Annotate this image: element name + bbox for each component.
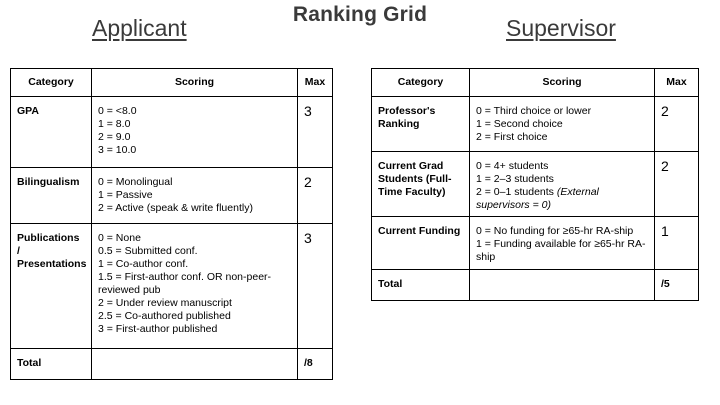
supervisor-table [371, 68, 699, 301]
column-header-scoring: Scoring [92, 69, 298, 97]
scoring-line: 1.5 = First-author conf. OR non-peer-reviewed pub [98, 271, 272, 296]
max-cell: 2 [298, 168, 333, 224]
scoring-line: 0 = 4+ students [476, 160, 549, 172]
max-cell: 3 [298, 97, 333, 168]
total-scoring-cell [470, 270, 655, 301]
page-title: Ranking Grid [292, 3, 428, 26]
table-row [372, 97, 699, 152]
total-scoring-cell [92, 349, 298, 380]
table-row [11, 97, 333, 168]
scoring-cell [92, 168, 298, 224]
max-cell: 2 [655, 152, 699, 217]
scoring-line: 3 = 10.0 [98, 144, 137, 156]
scoring-line: 1 = 2–3 students [476, 173, 554, 185]
table-row [372, 152, 699, 217]
applicant-heading: Applicant [92, 15, 187, 41]
total-max: /5 [655, 270, 699, 301]
max-cell: 2 [655, 97, 699, 152]
column-header-category: Category [11, 69, 92, 97]
category-cell: Professor's Ranking [372, 97, 470, 152]
table-header-row [372, 69, 699, 97]
category-cell: Current Grad Students (Full-Time Faculty) [372, 152, 470, 217]
column-header-max: Max [655, 69, 699, 97]
table-row [372, 217, 699, 270]
column-header-max: Max [298, 69, 333, 97]
scoring-line: 2 = 9.0 [98, 131, 131, 143]
total-row [372, 270, 699, 301]
category-cell: Bilingualism [11, 168, 92, 224]
total-max: /8 [298, 349, 333, 380]
scoring-line: 1 = Co-author conf. [98, 258, 189, 270]
max-cell: 3 [298, 224, 333, 349]
scoring-line: 2 = Under review manuscript [98, 297, 232, 309]
total-label: Total [11, 349, 92, 380]
scoring-line: 0.5 = Submitted conf. [98, 245, 198, 257]
category-cell: GPA [11, 97, 92, 168]
column-header-category: Category [372, 69, 470, 97]
scoring-line: 3 = First-author published [98, 323, 218, 335]
max-cell: 1 [655, 217, 699, 270]
category-cell: Current Funding [372, 217, 470, 270]
scoring-cell [92, 97, 298, 168]
column-header-scoring: Scoring [470, 69, 655, 97]
scoring-line: 0 = No funding for ≥65-hr RA-ship [476, 225, 634, 237]
scoring-line: 2.5 = Co-authored published [98, 310, 231, 322]
category-cell: Publications / Presentations [11, 224, 92, 349]
scoring-line: 0 = Third choice or lower [476, 105, 592, 117]
table-header-row [11, 69, 333, 97]
scoring-line: 0 = <8.0 [98, 105, 137, 117]
scoring-cell [470, 97, 655, 152]
scoring-line: 1 = 8.0 [98, 118, 131, 130]
scoring-line: 1 = Passive [98, 189, 153, 201]
table-row [11, 168, 333, 224]
scoring-line: 1 = Funding available for ≥65-hr RA-ship [476, 238, 646, 263]
scoring-line: 2 = Active (speak & write fluently) [98, 202, 253, 214]
supervisor-heading: Supervisor [506, 15, 616, 41]
total-row [11, 349, 333, 380]
scoring-line: 2 = First choice [476, 131, 548, 143]
scoring-cell [470, 152, 655, 217]
scoring-line: 2 = 0–1 students [476, 186, 554, 198]
scoring-cell [92, 224, 298, 349]
table-row [11, 224, 333, 349]
scoring-line: 0 = Monolingual [98, 176, 173, 188]
applicant-table [10, 68, 333, 380]
scoring-note: (External supervisors = 0) [476, 186, 599, 211]
scoring-cell [470, 217, 655, 270]
total-label: Total [372, 270, 470, 301]
scoring-line: 1 = Second choice [476, 118, 563, 130]
scoring-line: 0 = None [98, 232, 141, 244]
